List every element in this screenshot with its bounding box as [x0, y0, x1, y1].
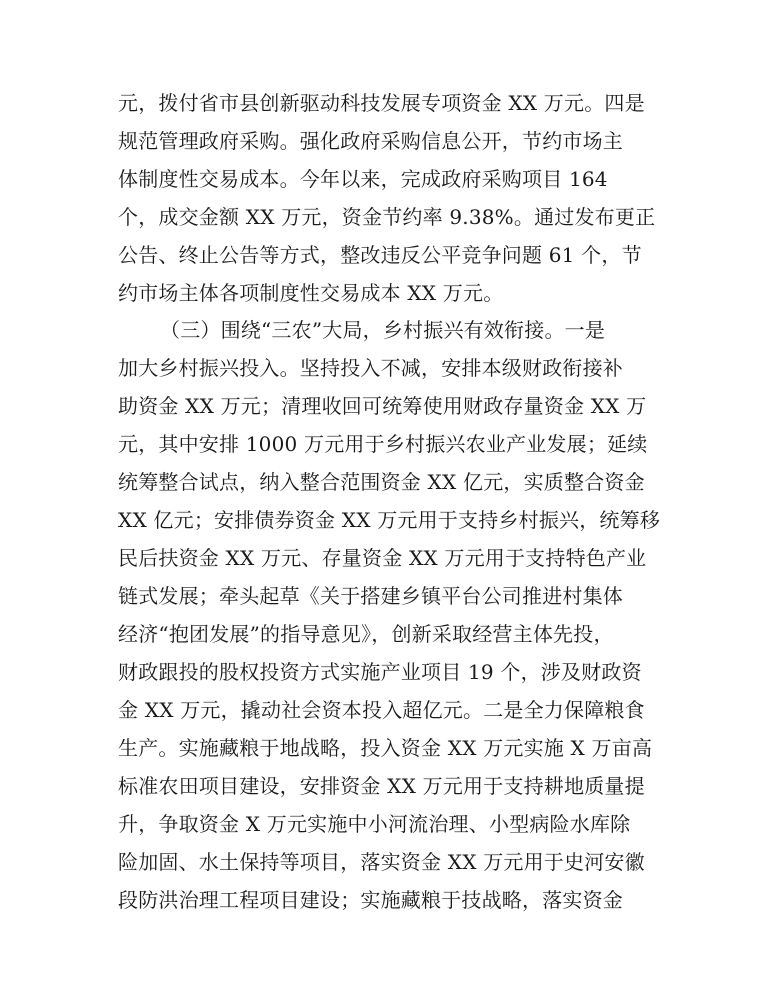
- text-line: 助资金 XX 万元；清理收回可统筹使用财政存量资金 XX 万: [118, 394, 647, 418]
- text-line: 升，争取资金 X 万元实施中小河流治理、小型病险水库除: [118, 812, 631, 836]
- text-line: 加大乡村振兴投入。坚持投入不减，安排本级财政衔接补: [118, 356, 623, 380]
- text-line: 经济“抱团发展”的指导意见》，创新采取经营主体先投，: [118, 622, 614, 646]
- text-line: 元，拨付省市县创新驱动科技发展专项资金 XX 万元。四是: [118, 91, 645, 115]
- text-line: 元，其中安排 1000 万元用于乡村振兴农业产业发展；延续: [118, 432, 648, 456]
- text-line: 个，成交金额 XX 万元，资金节约率 9.38%。通过发布更正: [118, 205, 656, 229]
- section-heading-line: （三）围绕“三农”大局，乡村振兴有效衔接。一是: [160, 318, 606, 342]
- text-line: 统筹整合试点，纳入整合范围资金 XX 亿元，实质整合资金: [118, 470, 645, 494]
- text-line: 险加固、水土保持等项目，落实资金 XX 万元用于史河安徽: [118, 850, 645, 874]
- text-line: 生产。实施藏粮于地战略，投入资金 XX 万元实施 X 万亩高: [118, 736, 653, 760]
- text-line: XX 亿元；安排债券资金 XX 万元用于支持乡村振兴，统筹移: [118, 508, 661, 532]
- text-line: 约市场主体各项制度性交易成本 XX 万元。: [118, 281, 504, 305]
- text-line: 民后扶资金 XX 万元、存量资金 XX 万元用于支持特色产业: [118, 546, 647, 570]
- text-line: 体制度性交易成本。今年以来，完成政府采购项目 164: [118, 167, 608, 191]
- text-line: 公告、终止公告等方式，整改违反公平竞争问题 61 个，节: [118, 243, 642, 267]
- text-line: 规范管理政府采购。强化政府采购信息公开，节约市场主: [118, 129, 623, 153]
- text-line: 标准农田项目建设，安排资金 XX 万元用于支持耕地质量提: [118, 774, 645, 798]
- text-line: 段防洪治理工程项目建设；实施藏粮于技战略，落实资金: [118, 888, 623, 912]
- text-line: 财政跟投的股权投资方式实施产业项目 19 个，涉及财政资: [118, 660, 642, 684]
- text-line: 金 XX 万元，撬动社会资本投入超亿元。二是全力保障粮食: [118, 698, 645, 722]
- text-line: 链式发展；牵头起草《关于搭建乡镇平台公司推进村集体: [118, 584, 623, 608]
